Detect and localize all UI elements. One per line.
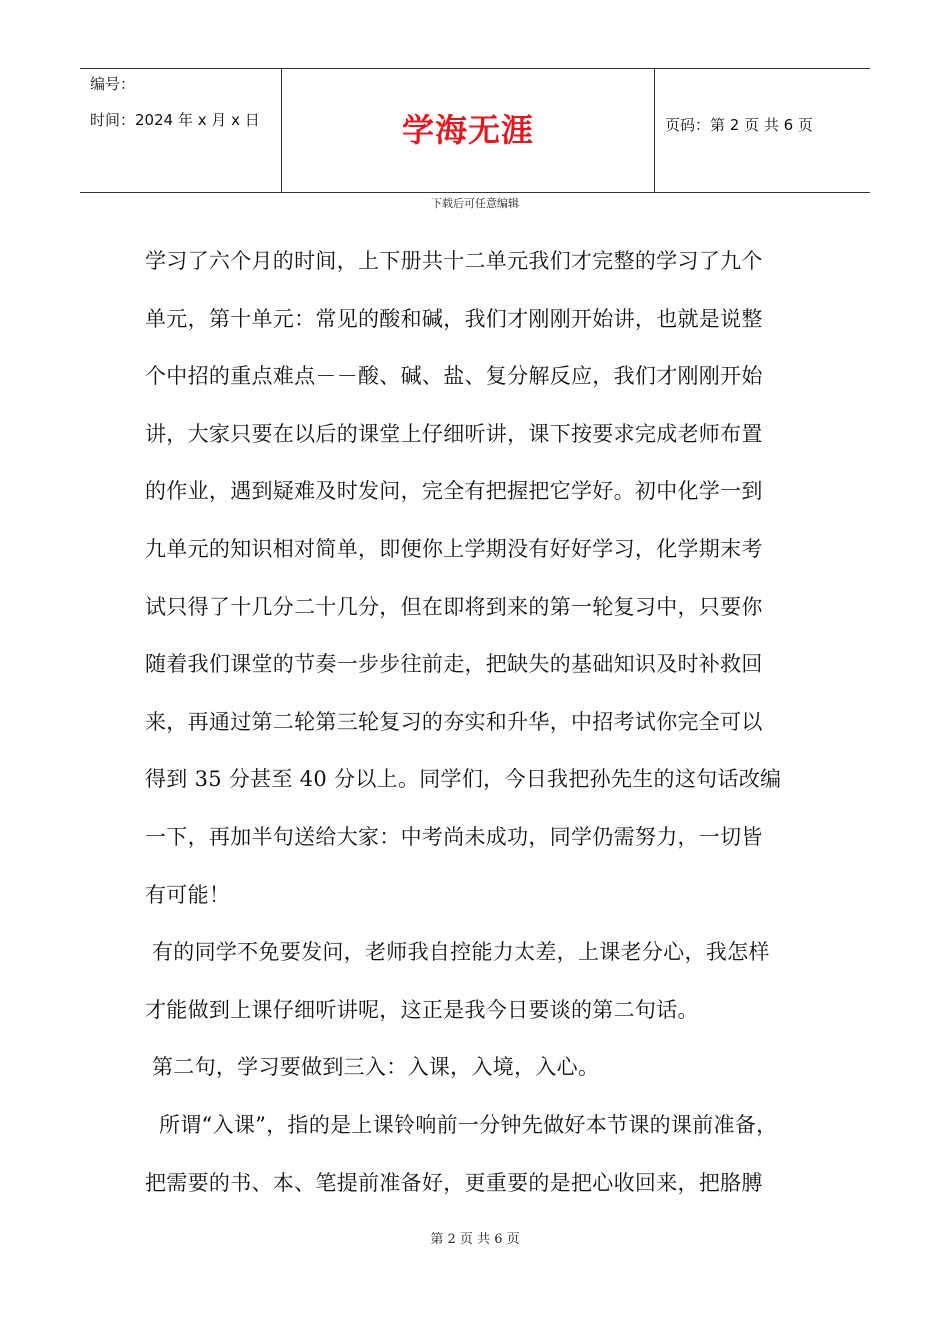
page-footer: 第 2 页 共 6 页 [430, 1232, 520, 1247]
text-line: 学习了六个月的时间，上下册共十二单元我们才完整的学习了九个 [145, 249, 763, 273]
text-line: 才能做到上课仔细听讲呢，这正是我今日要谈的第二句话。 [145, 997, 699, 1022]
body-text [145, 233, 825, 1212]
text-line: 个中招的重点难点－－酸、碱、盐、复分解反应，我们才刚刚开始 [145, 364, 763, 389]
text-line: 试只得了十几分二十几分，但在即将到来的第一轮复习中，只要你 [145, 594, 763, 619]
text-line: 所谓“入课”，指的是上课铃响前一分钟先做好本节课的课前准备， [145, 1112, 778, 1137]
text-line: 有可能！ [145, 882, 231, 907]
text-line: 有的同学不免要发问，老师我自控能力太差，上课老分心，我怎样 [145, 940, 770, 965]
header-page-cell [655, 69, 870, 192]
serial-label: 编号： [90, 75, 136, 93]
text-line: 第二句，学习要做到三入：入课，入境，入心。 [145, 1055, 600, 1080]
document-header [80, 68, 870, 193]
date-label: 时间：2024 年 x 月 x 日 [90, 111, 260, 129]
text-line: 得到 35 分甚至 40 分以上。同学们，今日我把孙先生的这句话改编 [145, 767, 782, 792]
text-line: 来，再通过第二轮第三轮复习的夯实和升华，中招考试你完全可以 [145, 709, 763, 734]
text-line: 单元，第十单元：常见的酸和碱，我们才刚刚开始讲，也就是说整 [145, 306, 763, 331]
page-code: 页码：第 2 页 共 6 页 [665, 116, 813, 134]
text-line: 一下，再加半句送给大家：中考尚未成功，同学仍需努力，一切皆 [145, 824, 763, 849]
text-line: 九单元的知识相对简单，即便你上学期没有好好学习，化学期末考 [145, 536, 763, 561]
text-line: 把需要的书、本、笔提前准备好，更重要的是把心收回来，把胳膊 [145, 1170, 763, 1195]
edit-note: 下载后可任意编辑 [431, 197, 519, 210]
brand-title: 学海无涯 [401, 111, 534, 149]
text-line: 讲，大家只要在以后的课堂上仔细听讲，课下按要求完成老师布置 [145, 421, 763, 446]
header-brand-cell [281, 69, 655, 192]
text-line: 的作业，遇到疑难及时发问，完全有把握把它学好。初中化学一到 [145, 479, 763, 504]
header-info-cell [80, 69, 281, 192]
text-line: 随着我们课堂的节奏一步步往前走，把缺失的基础知识及时补救回 [145, 652, 763, 677]
